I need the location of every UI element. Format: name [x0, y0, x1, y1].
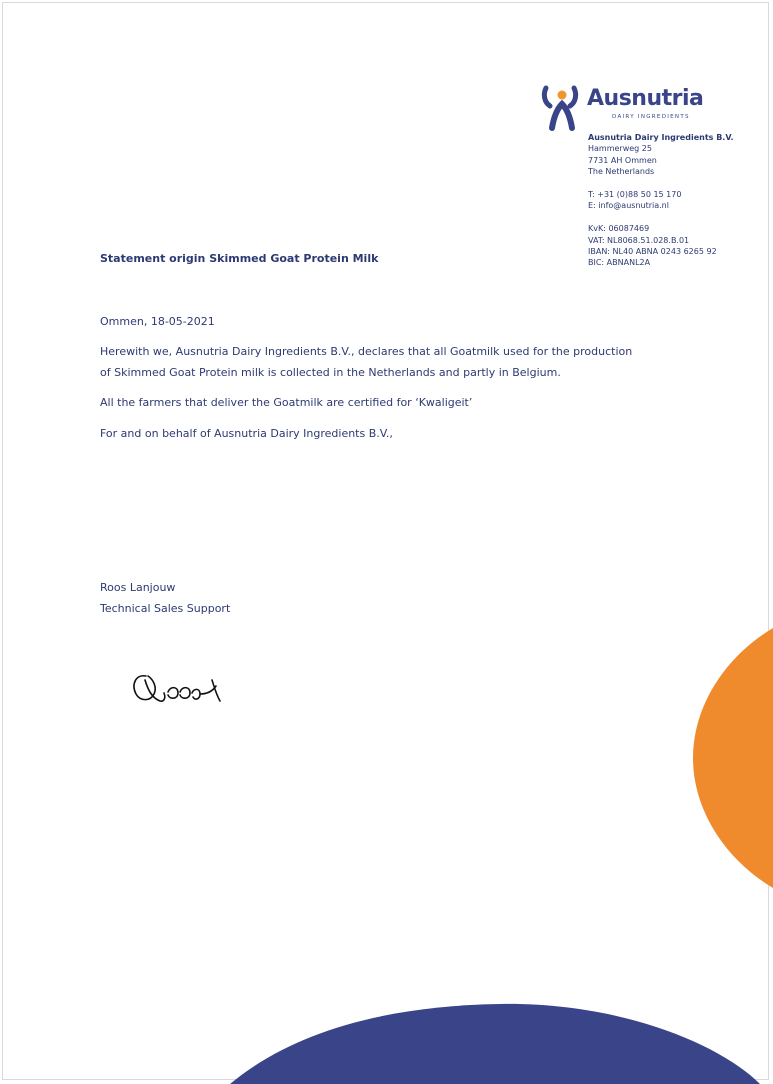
company-kvk: KvK: 06087469	[588, 224, 650, 234]
ausnutria-logo-icon	[540, 82, 584, 132]
letter-title: Statement origin Skimmed Goat Protein Milk	[100, 252, 379, 265]
company-name: Ausnutria Dairy Ingredients B.V.	[588, 133, 734, 142]
company-vat: VAT: NL8068.51.028.B.01	[588, 235, 690, 245]
signatory-title: Technical Sales Support	[100, 602, 231, 615]
signatory-name: Roos Lanjouw	[100, 581, 176, 594]
blue-wave-decoration	[0, 994, 773, 1084]
paragraph-2: All the farmers that deliver the Goatmilk are certified for ‘Kwaligeit’	[100, 396, 473, 409]
company-email: E: info@ausnutria.nl	[588, 201, 669, 211]
company-postal-city: 7731 AH Ommen	[588, 155, 657, 165]
logo-subtitle: DAIRY INGREDIENTS	[612, 114, 690, 120]
company-iban: IBAN: NL40 ABNA 0243 6265 92	[588, 247, 717, 257]
company-address-block	[588, 132, 734, 269]
place-date: Ommen, 18-05-2021	[100, 315, 215, 328]
orange-half-circle-decoration	[693, 628, 773, 888]
paragraph-1-line-2: of Skimmed Goat Protein milk is collected in the Netherlands and partly in Belgium.	[100, 366, 561, 379]
company-phone: T: +31 (0)88 50 15 170	[588, 190, 682, 200]
logo-wordmark: Ausnutria	[587, 86, 704, 111]
company-logo	[540, 82, 710, 132]
company-country: The Netherlands	[588, 167, 655, 177]
paragraph-3: For and on behalf of Ausnutria Dairy Ingredients B.V.,	[100, 427, 393, 440]
paragraph-1-line-1: Herewith we, Ausnutria Dairy Ingredients B.V., declares that all Goatmilk used for the production	[100, 345, 633, 358]
company-street: Hammerweg 25	[588, 144, 652, 154]
company-bic: BIC: ABNANL2A	[588, 258, 651, 268]
handwritten-signature	[128, 668, 228, 708]
